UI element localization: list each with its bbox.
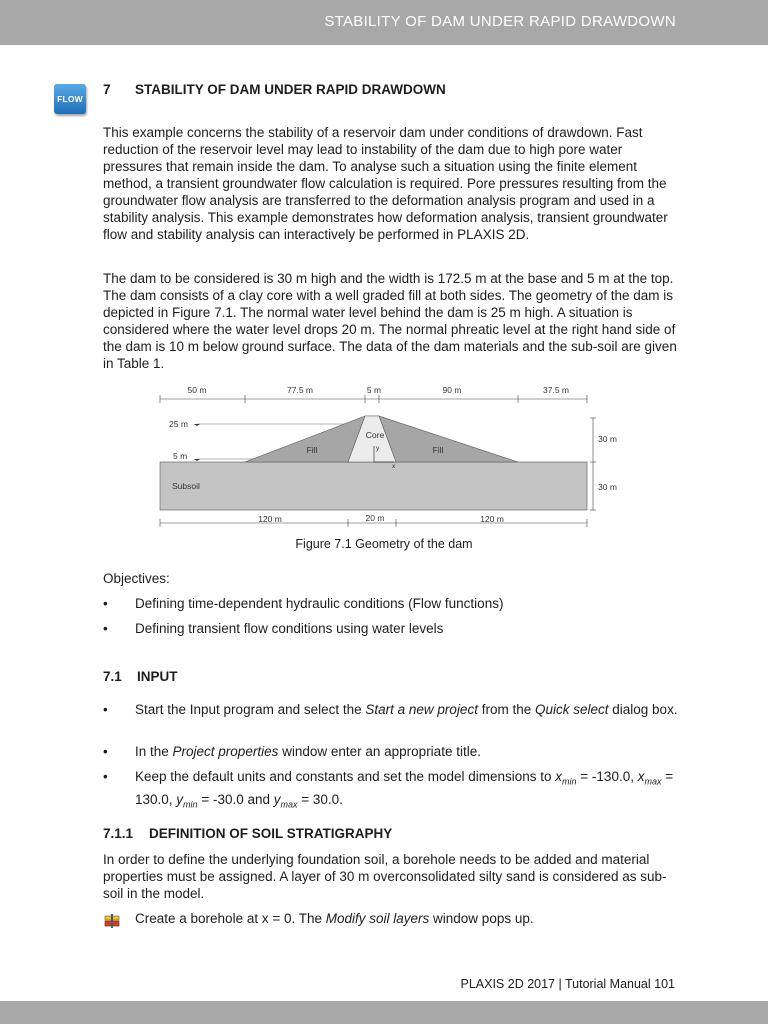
top-dim-label: 77.5 m [287,385,313,395]
input-number: 7.1 [103,669,122,684]
flow-icon: FLOW [54,84,86,114]
subsection-heading [103,826,392,841]
core-label: Core [365,430,385,440]
input-heading [103,669,178,684]
subsection-number: 7.1.1 [103,826,134,841]
input-step-text: Keep the default units and constants and set the model dimensions to $x_{min} = -130.0$, $x_{max} = 130.0$, $y_{min} = -30.0$ and $y_{max} = 30.0$. [135,769,674,810]
water-level-label: 25 m [169,419,188,429]
subsoil-layer [160,462,587,510]
dam-description-paragraph: The dam to be considered is 30 m high and the width is 172.5 m at the base and 5 m at the top. The dam consists of a clay core with a well graded fill at both sides. The geometry of the dam is depicted in Figure 7.1. The normal water level behind the dam is 25 m high. A situation is considered where the water level drops 20 m. The normal phreatic level at the right hand side of the dam is 10 m below ground surface. The data of the dam materials and the sub-soil are given in Table 1. [103,271,677,371]
page-footer: PLAXIS 2D 2017 | Tutorial Manual 101 [460,977,675,991]
objective-text: Defining transient flow conditions using water levels [135,621,444,636]
input-title: INPUT [137,669,178,684]
bullet-dot: • [103,744,108,759]
dam-geometry-figure [150,380,617,530]
right-dim-label: 30 m [598,482,617,492]
water-level-label: 5 m [173,451,188,461]
axis-y-label: y [376,445,380,452]
bullet-dot: • [103,769,108,784]
figure-caption: Figure 7.1 Geometry of the dam [295,537,473,551]
bullet-dot: • [103,596,108,611]
bottom-dim-label: 120 m [480,514,504,524]
borehole-step-text: Create a borehole at x = 0. The Modify soil layers window pops up. [135,911,534,926]
axis-x-label: x [392,463,396,470]
right-dim-label: 30 m [598,434,617,444]
subsection-title: DEFINITION OF SOIL STRATIGRAPHY [149,826,393,841]
bottom-dim-label: 120 m [258,514,282,524]
input-step-text: In the Project properties window enter an appropriate title. [135,744,481,759]
footer-bar [0,1001,768,1024]
objectives-title: Objectives: [103,571,170,586]
running-header: STABILITY OF DAM UNDER RAPID DRAWDOWN [324,13,676,30]
intro-paragraph: This example concerns the stability of a reservoir dam under conditions of drawdown. Fast reduction of the reservoir level may lead to instability of the dam due to high pore water pressures that remain inside the dam. To analyse such a situation using the finite element method, a transient groundwater flow calculation is required. Pore pressures resulting from the groundwater flow analysis are transferred to the deformation analysis program and used in a stability analysis. This example demonstrates how deformation analysis, transient groundwater flow and stability analysis can interactively be performed in PLAXIS 2D. [103,125,668,242]
section-title: STABILITY OF DAM UNDER RAPID DRAWDOWN [135,82,446,97]
bottom-dim-label: 20 m [365,513,385,523]
top-dim-label: 37.5 m [543,385,569,395]
top-dim-label: 90 m [442,385,462,395]
bullet-dot: • [103,702,108,717]
subsoil-label: Subsoil [172,481,200,491]
bullet-dot: • [103,621,108,636]
input-step-text: Start the Input program and select the Start a new project from the Quick select dialog box. [135,702,678,717]
top-dim-label: 50 m [187,385,207,395]
top-dim-label: 5 m [366,385,382,395]
fill-label: Fill [432,445,444,455]
section-number: 7 [103,82,111,97]
borehole-icon [104,914,120,928]
objective-text: Defining time-dependent hydraulic conditions (Flow functions) [135,596,504,611]
section-heading [103,82,446,97]
fill-label: Fill [306,445,318,455]
stratigraphy-paragraph: In order to define the underlying foundation soil, a borehole needs to be added and material properties must be assigned. A layer of 30 m overconsolidated silty sand is considered as sub-soil in the model. [103,852,667,901]
